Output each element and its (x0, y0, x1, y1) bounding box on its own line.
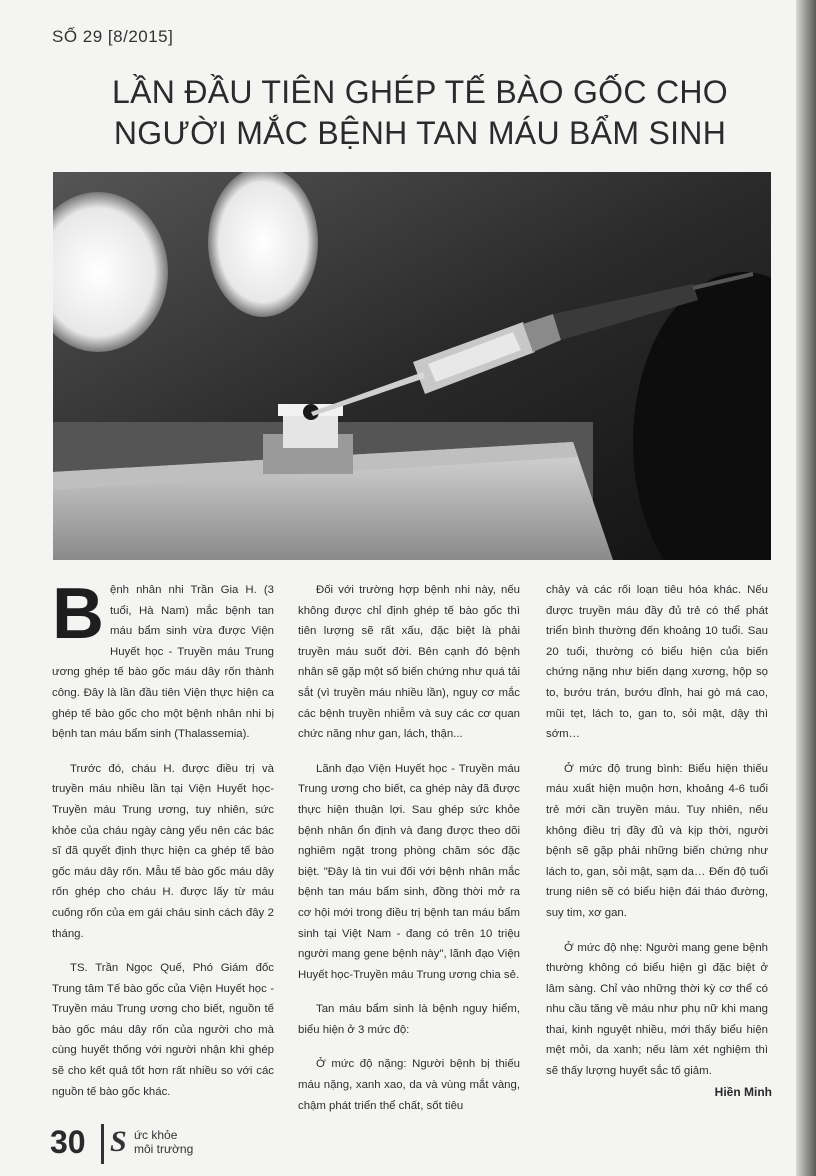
col1-paragraph-1 (52, 574, 274, 745)
footer-divider (101, 1124, 104, 1164)
col1-paragraph-2: Trước đó, cháu H. được điều trị và truyền máu nhiều lần tại Viện Huyết học-Truyền máu Trung ương, tuy nhiên, sức khỏe của cháu ngày càng yếu nên các bác sĩ đã quyết định thực hiện ca ghép tế bào gốc máu dây rốn. Mẫu tế bào gốc máu dây rốn ghép cho cháu H. được lấy từ máu cuống rốn của em gái cháu sinh cách đây 2 tháng. (52, 762, 274, 940)
page-footer (50, 1122, 350, 1166)
syringe-photo-illustration (53, 172, 771, 560)
article-column-1 (52, 574, 274, 1116)
col3-paragraph-3: Ở mức độ nhẹ: Người mang gene bệnh thường không có biểu hiện gì đặc biệt ở lâm sàng. Chỉ vào những thời kỳ cơ thể có nhu cầu tăng về máu như phụ nữ khi mang thai, kinh nguyệt nhiều, mới thấy biểu hiện mệt mỏi, da xanh; nếu làm xét nghiệm thì sẽ thấy lượng huyết sắc tố giảm. (546, 941, 768, 1078)
drop-cap-letter: B (52, 574, 104, 654)
col2-paragraph-3: Tan máu bẩm sinh là bệnh nguy hiểm, biểu hiện ở 3 mức độ: (298, 1003, 520, 1036)
logo-letter: S (110, 1125, 127, 1158)
article-title (60, 72, 780, 154)
col2-paragraph-2: Lãnh đạo Viện Huyết học - Truyền máu Trung ương cho biết, ca ghép này đã được thực hiện thuận lợi. Sau ghép sức khỏe bệnh nhân ổn định và đang được theo dõi nghiêm ngặt trong phòng chăm sóc đặc biệt. "Đây là tin vui đối với bệnh nhân mắc bệnh tan máu bẩm sinh, đồng thời mở ra cơ hội mới trong điều trị bệnh tan máu bẩm sinh tại Việt Nam - đang có trên 10 triệu người mang gene bệnh này", lãnh đạo Viện Huyết học-Truyền máu Trung ương chia sẻ. (298, 762, 520, 981)
article-column-3 (546, 580, 768, 1096)
title-line-1: LẦN ĐẦU TIÊN GHÉP TẾ BÀO GỐC CHO (112, 74, 728, 110)
col3-paragraph-2: Ở mức độ trung bình: Biểu hiện thiếu máu xuất hiện muộn hơn, khoảng 4-6 tuổi trẻ mới cần truyền máu. Tuy nhiên, nếu không điều trị đầy đủ và kịp thời, người bệnh sẽ gặp phải những biến chứng như lách to, gan, sỏi mật, sạm da… Đến độ tuổi trung niên sẽ có biểu hiện đái tháo đường, suy tim, xơ gan. (546, 762, 768, 919)
article-column-2 (298, 580, 520, 1130)
magazine-logo (110, 1126, 270, 1162)
issue-label: SỐ 29 [8/2015] (52, 27, 174, 46)
logo-text-line-1: ức khỏe (134, 1128, 178, 1142)
title-line-2: NGƯỜI MẮC BỆNH TAN MÁU BẨM SINH (113, 115, 727, 151)
col3-paragraph-1: chảy và các rối loạn tiêu hóa khác. Nếu được truyền máu đầy đủ trẻ có thể phát triển bình thường đến khoảng 10 tuổi. Sau 20 tuổi, thường có biểu hiện của biến chứng nặng như biến dạng xương, hộp sọ to, bướu trán, bướu đỉnh, hai gò má cao, mũi tẹt, lách to, gan to, sỏi mật, dậy thì sớm… (546, 584, 768, 741)
col2-paragraph-4: Ở mức độ nặng: Người bệnh bị thiếu máu nặng, xanh xao, da và vùng mắt vàng, chậm phát triển thể chất, sốt tiêu (298, 1058, 520, 1112)
page-edge-shadow (796, 0, 816, 1176)
logo-text-line-2: môi trường (134, 1142, 194, 1156)
article-photo (53, 172, 771, 560)
col2-paragraph-1: Đối với trường hợp bệnh nhi này, nếu không được chỉ định ghép tế bào gốc thì tiên lượng sẽ rất xấu, đặc biệt là phải truyền máu suốt đời. Bên cạnh đó bệnh nhân sẽ gặp một số biến chứng như quá tải sắt (vì truyền máu nhiều lần), nguy cơ mắc các bệnh truyền nhiễm và suy các cơ quan chức năng như gan, lách, thận... (298, 584, 520, 741)
article-author: Hiền Minh (714, 1085, 772, 1099)
page-number: 30 (50, 1124, 86, 1160)
col1-paragraph-3: TS. Trần Ngọc Quế, Phó Giám đốc Trung tâm Tế bào gốc của Viện Huyết học - Truyền máu Trung ương cho biết, nguồn tế bào gốc máu dây rốn của người cho mà cùng huyết thống với người nhận khi ghép sẽ cho kết quả tốt hơn rất nhiều so với các nguồn tế bào gốc khác. (52, 962, 274, 1098)
col1-paragraph-1-text: ệnh nhân nhi Trần Gia H. (3 tuổi, Hà Nam) mắc bệnh tan máu bẩm sinh vừa được Viện Huyết học - Truyền máu Trung ương ghép tế bào gốc máu dây rốn thành công. Đây là lần đầu tiên Viện thực hiện ca ghép tế bào gốc cho một bệnh nhân nhi bị bệnh tan máu bẩm sinh (Thalassemia). (52, 584, 274, 741)
